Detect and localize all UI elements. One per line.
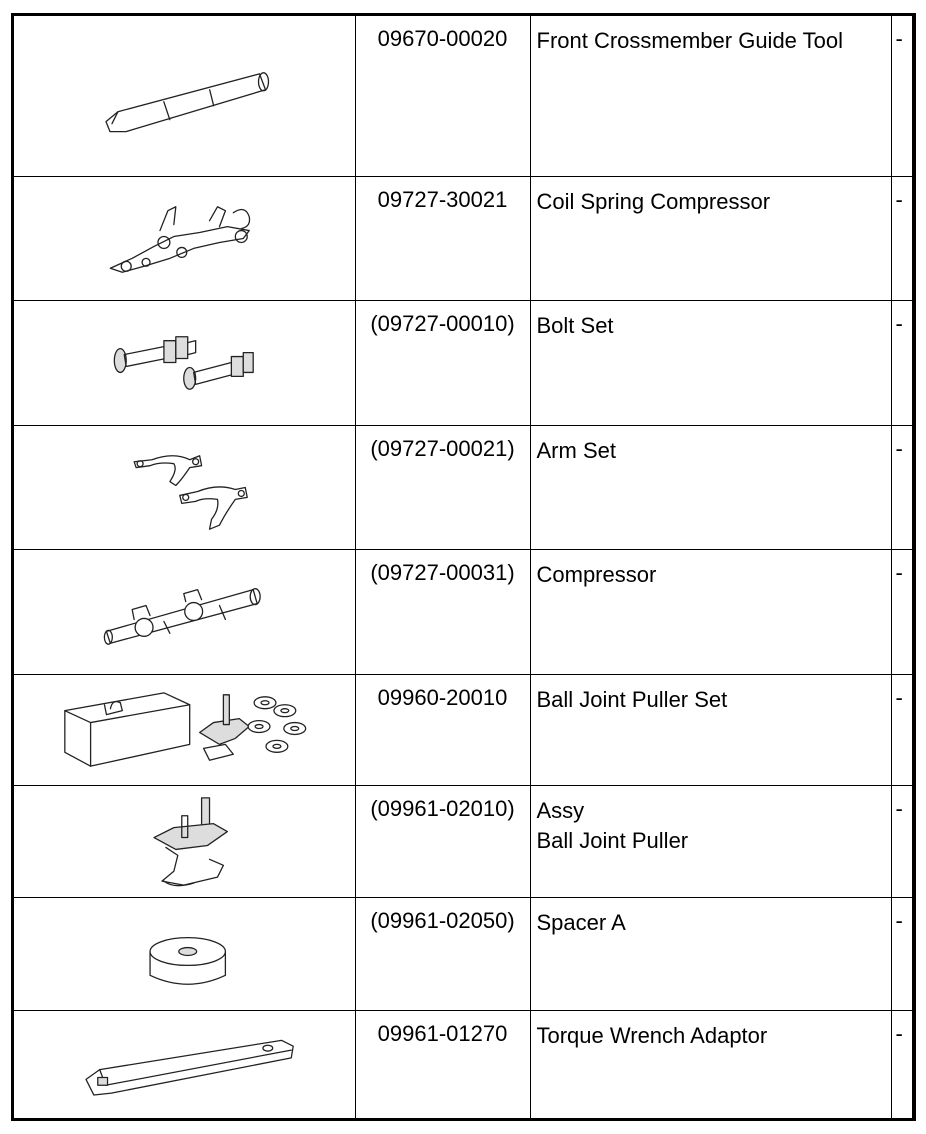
table-row: [14, 1010, 912, 1118]
note: -: [891, 897, 912, 1010]
guide-tool-icon: [14, 16, 355, 176]
tool-name: Spacer A: [530, 897, 891, 1010]
tool-illustration-cell: [14, 425, 355, 549]
torque-wrench-adaptor-icon: [14, 1011, 355, 1119]
part-number: (09727-00010): [355, 300, 530, 425]
part-number: 09670-00020: [355, 16, 530, 176]
part-number: (09727-00031): [355, 549, 530, 674]
tool-name: Coil Spring Compressor: [530, 176, 891, 300]
table-row: [14, 16, 912, 176]
note: -: [891, 1010, 912, 1118]
tool-name: Assy Ball Joint Puller: [530, 785, 891, 897]
note: -: [891, 785, 912, 897]
table-row: [14, 549, 912, 674]
sst-table: [11, 13, 916, 1121]
tool-illustration-cell: [14, 1010, 355, 1118]
tool-illustration-cell: [14, 176, 355, 300]
table-row: [14, 425, 912, 549]
tool-illustration-cell: [14, 300, 355, 425]
part-number: 09727-30021: [355, 176, 530, 300]
table-row: [14, 785, 912, 897]
note: -: [891, 300, 912, 425]
tool-illustration-cell: [14, 674, 355, 785]
tool-illustration-cell: [14, 549, 355, 674]
table-row: [14, 674, 912, 785]
tool-illustration-cell: [14, 785, 355, 897]
tool-name: Torque Wrench Adaptor: [530, 1010, 891, 1118]
note: -: [891, 425, 912, 549]
note: -: [891, 16, 912, 176]
bolt-set-icon: [14, 301, 355, 425]
table-row: [14, 300, 912, 425]
part-number: (09961-02050): [355, 897, 530, 1010]
tool-name: Arm Set: [530, 425, 891, 549]
ball-joint-puller-icon: [14, 786, 355, 897]
tool-name: Bolt Set: [530, 300, 891, 425]
arm-set-icon: [14, 426, 355, 549]
note: -: [891, 549, 912, 674]
tool-name: Compressor: [530, 549, 891, 674]
tool-name: Ball Joint Puller Set: [530, 674, 891, 785]
part-number: (09727-00021): [355, 425, 530, 549]
part-number: 09960-20010: [355, 674, 530, 785]
compressor-icon: [14, 550, 355, 674]
note: -: [891, 176, 912, 300]
part-number: 09961-01270: [355, 1010, 530, 1118]
tools-table: [14, 16, 912, 1118]
coil-spring-compressor-icon: [14, 177, 355, 300]
tool-illustration-cell: [14, 897, 355, 1010]
note: -: [891, 674, 912, 785]
tool-name: Front Crossmember Guide Tool: [530, 16, 891, 176]
part-number: (09961-02010): [355, 785, 530, 897]
table-row: [14, 176, 912, 300]
spacer-icon: [14, 898, 355, 1010]
table-row: [14, 897, 912, 1010]
ball-joint-puller-set-icon: [14, 675, 355, 785]
tool-illustration-cell: [14, 16, 355, 176]
